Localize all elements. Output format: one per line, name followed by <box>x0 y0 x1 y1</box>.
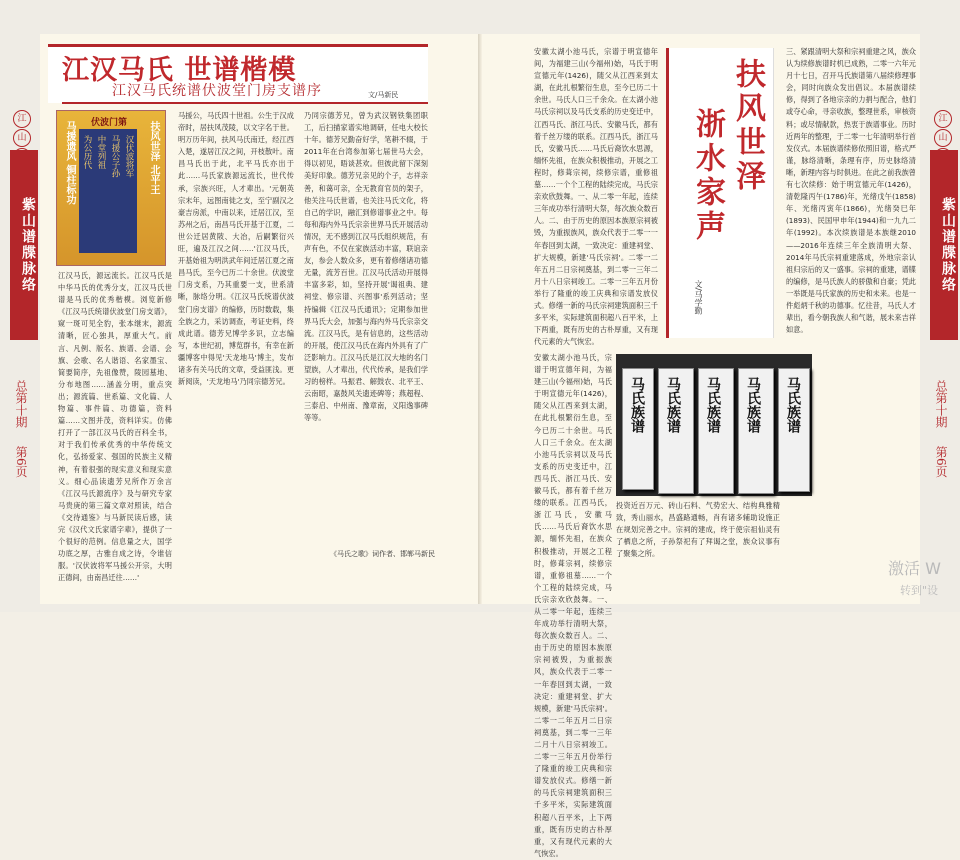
plaque-col-right: 扶风世泽 北平王 <box>148 121 159 195</box>
plaque-col-left: 马援遗风 铜柱标功 <box>64 121 75 205</box>
plaque-inner: 汉伏波将军 马援公子孙 中堂列祖 为公历代 <box>79 129 137 253</box>
genealogy-book: 马氏族谱 <box>622 368 654 490</box>
plaque-head: 伏波门第 <box>90 118 127 128</box>
right-column-1: 安徽太湖小池马氏，宗谱于明宣德年间，为福建三山(今福州)始，马氏于明宣德元年(1426)，随父从江西来到太湖，在此扎根繁衍生息，至今已历二十余世。马氏人口三千余众。在太湖小池马氏宗祠以及马氏支系的历史变迁中，江西马氏、浙江马氏、安徽马氏，都有着千丝万缕的联系。江西马氏，浙江马氏，安徽马氏……马氏后裔饮水思源，缅怀先祖，在族众积极推动，开展之工程时，修葺宗祠，续修宗谱，重修祖墓……一个个工程的陆续完成，马氏宗亲欢欣鼓舞。一、从二零一年起，连续三年成功举行清明大祭，每次族众数百人。二、由于历史的原因本族原宗祠被毁，为重振族风，族众代表于二零一一年春回到太湖，一致决定：重建祠堂、扩大规模，新建'马氏宗祠'。二零一二年五月二日宗祠奠基，到二零一三年二月十八日宗祠竣工。二零一三年五月份举行了隆重的竣工庆典和宗谱发放仪式。修缮一新的马氏宗祠建筑面积三千多平米，实际建筑面积超八百平米，上下两重，既有历史的古朴厚重，又有现代元素的大气恢宏。 <box>534 47 658 347</box>
left-column-3: 乃同宗德芳兄，曾为武汉钢铁集团职工，后扫描家谱实地调研，任电大校长十年。德芳兄勤奋好学，笔耕不辍，于2011年在台湾参加第七届世马大会，得以初见，晤谈甚欢。但彼此留下深刻美好印象。德芳兄亲见的个子，志祥亲善，和蔼可亲，全无教育官员的架子，他关注马氏世谱，也关注马氏文化，将自己的学识，融汇到修谱事业之中。每每和海内外马氏宗亲世界马氏开展活动情况，无不感到江汉马氏组织规范，有声有色，不仅在家族活动丰富，联谊亲友，参会人数众多，更有着修缮诸功德无量，流芳百世。江汉马氏活动开展得丰富多彩，如，坚持开展'谒祖典、建祠堂、修宗谱、兴图事'系列活动；坚持编辑《江汉马氏通讯》；定期参加世界马氏大会，加强与海内外马氏宗亲交流。江汉马氏，是有信息的，这些活动的开展，使江汉马氏在海内外具有了广泛影响力。江汉马氏是江汉大地的名门望族，人才辈出，代代传承，是我们学习的榜样。马振君、解鼓农、北平王、云南昭，嘉鼓风关遗迹碑等；燕超程、三泰启、中州南、豫章南，义阳逸事碑等等。 <box>304 111 428 423</box>
left-column-2: 马援公，马氏四十世祖。公生于汉成帝时，居扶风茂陵，以文字名于世。明万历年间，扶风马氏南迁，经江西入楚，遂居江汉之间，开枝散叶。南昌马氏出于此，北平马氏亦出于此……马氏家族源远流长，世代传承，宗族兴旺，人才辈出。'元朝英宗末年，远图南徙之支，至宁副汉之豪吉房派，中南以来，迁居江汉，至苏州之后，南昌马氏开基于江夏，二世公迁居黄陂、大冶，后嗣繁衍兴旺，遍及江汉之间……'江汉马氏，开基始祖为明洪武年间迁居江夏之南昌马氏，至今已历二十余世。伏波堂门房支系，乃其重要一支，世系清晰，脉络分明。《江汉马氏统谱伏波堂门房支谱》的编修，历时数载，集全族之力，采访调查，考证史料，终成此谱。德芳兄博学多识，立志编写，本世纪初，博览群书，有幸在新疆博客中得见'天龙地马'博主，发布诸多有关马氏的文章，受益匪浅。更新阅读，'天龙地马'乃同宗德芳兄。 <box>178 111 294 387</box>
right-column-3: 投资近百万元、砖山石料、气势宏大、结构典雅精致，秀山丽水，昌盛路通畅，肖有诸多辅助设施正在规划完善之中。宗祠的建成，终于使宗祖仙灵有了栖息之所，子孙祭祀有了拜谒之堂，族众议事有了聚集之所。 <box>616 501 780 559</box>
left-column-3-tail: 《马氏之歌》词作者、邯郸马新民 <box>330 550 435 558</box>
genealogy-book: 马氏族谱 <box>738 368 774 494</box>
right-vertical-title-box <box>666 48 774 338</box>
side-circles-left: 江 山 <box>13 110 31 196</box>
right-column-2: 三、紧跟清明大祭和宗祠重建之风，族众认为续修族谱时机已成熟，二零一六年元月十七日，召开马氏族谱第八届续修理事会，同时向族众发出倡议。本届族谱续修，得到了各地宗亲的力捐与配合，他们或夺心命，寻亲收族，整理世系，审核资料；或尽情献款，热衷于族谱事业。历时近两年的整理，于二零一七年清明举行首发仪式。本届族谱续修依照旧谱，格式严谨，脉络清晰，条理有序，历史脉络清晰，新理内容与时俱进。在此之前我族曾有七次续修：始于明宣德元年(1426)，清乾隆丙午(1786)年，光绪戊午(1858)年、光绪丙寅年(1866)，光绪癸巳年(1893)、民国甲申年(1944)和一九九二年(1992)。本次续族谱是本族继2010——2016年连续三年全族清明大祭、2014年马氏宗祠重建落成，外地宗亲认祖归宗后的又一盛事。宗祠的重建，谱牒的编修，是马氏族人的骄傲和自豪；凭此一举既是马氏家族的历史和未来。也是一件彪炳千秋的功德事。忆往昔，马氏人才辈出，看今朝我族人和气谐，展未来吉祥如意。 <box>786 47 916 335</box>
plaque-photo <box>56 110 166 266</box>
page-indicator-right: 第6页 <box>934 446 948 478</box>
article-author: 文/马新民 <box>368 91 399 99</box>
side-circles-right: 江 山 <box>934 110 952 196</box>
genealogy-books-photo <box>616 354 812 496</box>
os-watermark-line2: 转到"设 <box>900 584 939 597</box>
right-author: 文/马学勤 <box>694 280 703 315</box>
side-tab-left-text: 紫山谱牒脉络 <box>20 197 36 293</box>
right-column-1b: 安徽太湖小池马氏，宗谱于明宣德年间，为福建三山(今福州)始，马氏于明宣德元年(1426)，随父从江西来到太湖，在此扎根繁衍生息，至今已历二十余世。马氏人口三千余众。在太湖小池马氏宗祠以及马氏支系的历史变迁中，江西马氏、浙江马氏、安徽马氏，都有着千丝万缕的联系。江西马氏，浙江马氏，安徽马氏……马氏后裔饮水思源，缅怀先祖，在族众积极推动，开展之工程时，修葺宗祠，续修宗谱，重修祖墓……一个个工程的陆续完成，马氏宗亲欢欣鼓舞。一、从二零一年起，连续三年成功举行清明大祭，每次族众数百人。二、由于历史的原因本族原宗祠被毁，为重振族风，族众代表于二零一一年春回到太湖，一致决定：重建祠堂、扩大规模，新建'马氏宗祠'。二零一二年五月二日宗祠奠基，到二零一三年二月十八日宗祠竣工。二零一三年五月份举行了隆重的竣工庆典和宗谱发放仪式。修缮一新的马氏宗祠建筑面积三千多平米，实际建筑面积超八百平米，上下两重，既有历史的古朴厚重，又有现代元素的大气恢宏。 <box>534 353 612 858</box>
genealogy-book: 马氏族谱 <box>658 368 694 494</box>
article-title: 江汉马氏 世谱楷模 <box>62 55 297 86</box>
side-tab-left <box>10 150 38 340</box>
side-tab-right <box>930 150 958 340</box>
issue-number-left: 总第十期 <box>14 380 28 428</box>
side-tab-right-text: 紫山谱牒脉络 <box>940 197 956 293</box>
left-column-1: 江汉马氏，源远流长。江汉马氏是中华马氏的优秀分支，江汉马氏世谱是马氏的优秀楷模。浏览新修《江汉马氏统谱伏波堂门房支谱》，窥一斑可见全豹，张本继末，源流清晰，匠心独具，厚重大气。前言、凡例、版名、族谱、会谱、会旗、会歌、名人谐语、名家墨宝、简要简序，先祖像赞，陵园墓地、分布地图……涵盖分明，重点突出；源流篇、世系篇、文化篇、人物篇、事件篇、功德篇，资料篇……文图并茂，资料详实。仿佛打开了一部江汉马氏的百科全书，对于我们传承优秀的中华传统文化，弘扬爱家、强国的民族主义精神，有着很强的现实意义和现实意义。细心品读遗芳兄所作万余言《江汉马氏源流序》及与研究专家马贵庚的第三篇文章对照读，结合《交待通鉴》与马新民读后感，读完《汉代文氏家谱字辈》，提供了一个很好的范例。信息量之大，国学功底之厚，古雅自成之诗，令谁信服。'汉伏波将军马援公开宗，大明正德间，由南昌迁往……' <box>58 271 172 583</box>
article-subtitle: 江汉马氏统谱伏波堂门房支谱序 <box>112 83 322 99</box>
right-title-b: 浙水家声 <box>690 108 725 244</box>
page-indicator-left: 第6页 <box>14 446 28 478</box>
issue-number-right: 总第十期 <box>934 380 948 428</box>
genealogy-book: 马氏族谱 <box>698 368 734 494</box>
right-title-a: 扶风世泽 <box>730 58 765 194</box>
os-watermark-line1: 激活 W <box>888 559 941 578</box>
genealogy-book: 马氏族谱 <box>778 368 810 492</box>
